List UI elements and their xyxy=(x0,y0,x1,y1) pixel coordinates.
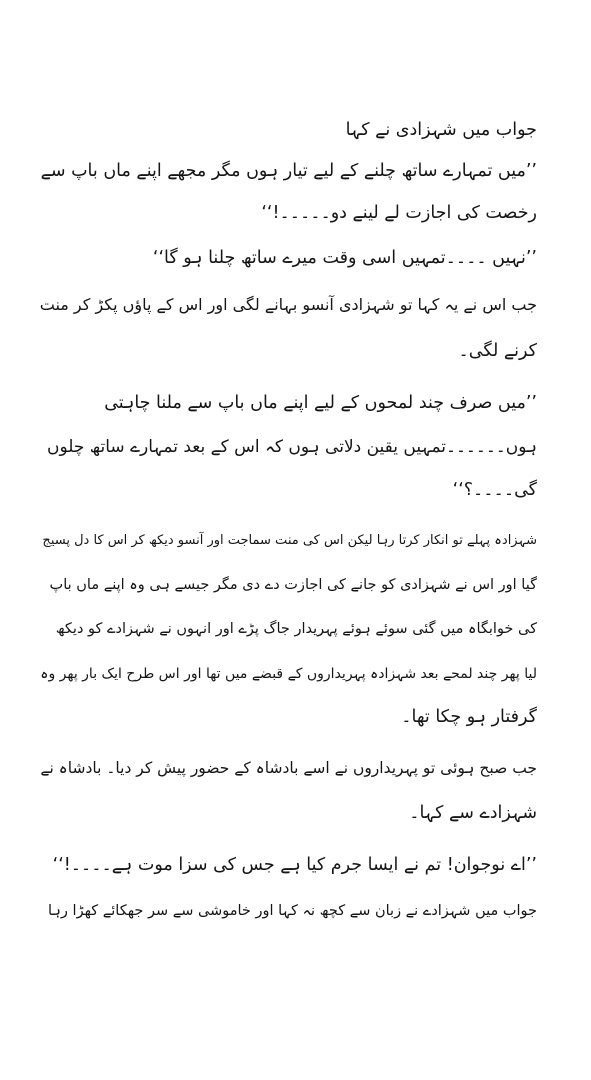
text-line: لیا پھر چند لمحے بعد شہزادہ پہریداروں کے قبضے میں تھا اور اس طرح ایک بار پھر وہ xyxy=(40,666,537,682)
text-line: جواب میں شہزادے نے زبان سے کچھ نہ کہا اور خاموشی سے سر جھکائے کھڑا رہا xyxy=(48,903,537,919)
text-line: ہوں۔۔۔۔۔۔تمہیں یقین دلاتی ہوں کہ اس کے بعد تمہارے ساتھ چلوں xyxy=(46,437,537,457)
text-line: شہزادہ پہلے تو انکار کرتا رہا لیکن اس کی منت سماجت اور آنسو دیکھ کر اس کا دل پسیج xyxy=(42,533,537,548)
text-line: ’’نہیں ۔۔۔۔تمہیں اسی وقت میرے ساتھ چلنا ہو گا‘‘ xyxy=(152,248,537,268)
text-line: رخصت کی اجازت لے لینے دو۔۔۔۔۔!‘‘ xyxy=(261,203,537,223)
text-line: ’’اے نوجوان! تم نے ایسا جرم کیا ہے جس کی سزا موت ہے۔۔۔۔!‘‘ xyxy=(52,855,537,875)
text-line: گی۔۔۔۔؟‘‘ xyxy=(452,480,537,500)
text-line: کرنے لگی۔ xyxy=(458,341,537,361)
text-line: جب اس نے یہ کہا تو شہزادی آنسو بہانے لگی اور اس کے پاؤں پکڑ کر منت xyxy=(39,295,537,314)
text-line: جب صبح ہوئی تو پہریداروں نے اسے بادشاہ کے حضور پیش کر دیا۔ بادشاہ نے xyxy=(40,759,537,777)
text-line: گیا اور اس نے شہزادی کو جانے کی اجازت دے دی مگر جیسے ہی وہ اپنے ماں باپ xyxy=(49,577,537,593)
text-line: کی خوابگاہ میں گئی سوئے ہوئے پہریدار جاگ پڑے اور انہوں نے شہزادے کو دیکھ xyxy=(55,621,537,637)
text-line: ’’میں تمہارے ساتھ چلنے کے لیے تیار ہوں مگر مجھے اپنے ماں باپ سے xyxy=(40,161,537,181)
text-line: جواب میں شہزادی نے کہا xyxy=(345,120,537,140)
text-line: گرفتار ہو چکا تھا۔ xyxy=(401,707,537,727)
text-line: ’’میں صرف چند لمحوں کے لیے اپنے ماں باپ سے ملنا چاہتی xyxy=(104,393,537,413)
text-line: شہزادے سے کہا۔ xyxy=(409,803,537,823)
